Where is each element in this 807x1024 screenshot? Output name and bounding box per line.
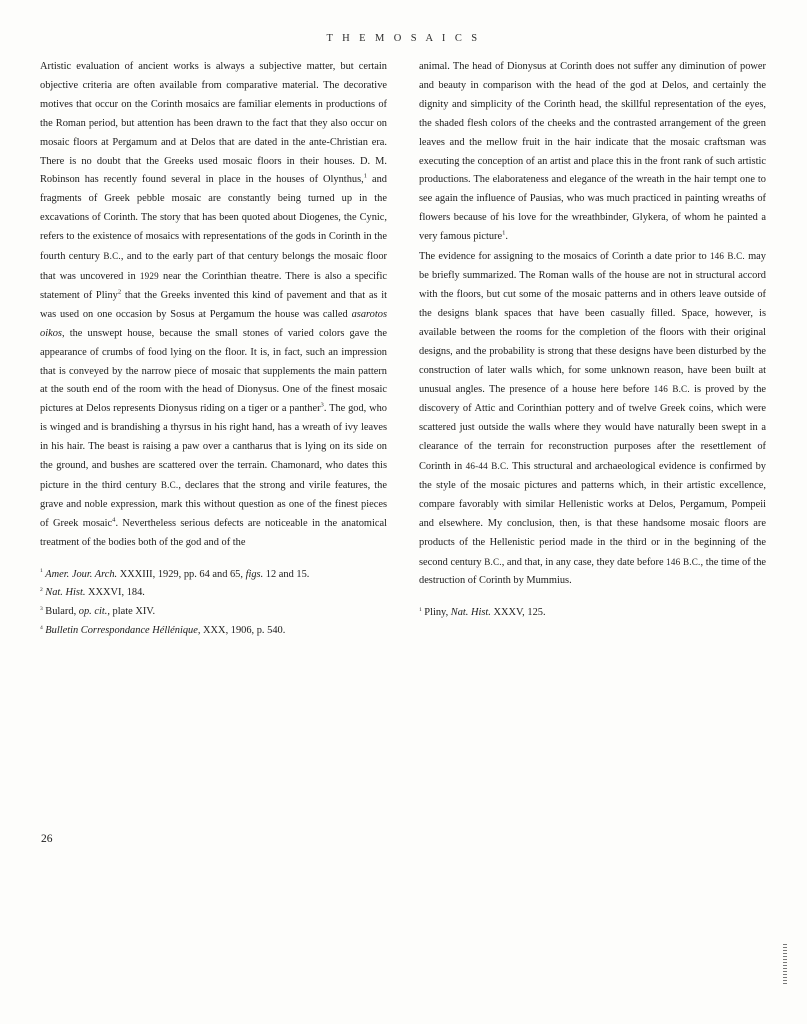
footnote-text: , XXX, 1906, p. 540.: [197, 625, 286, 637]
footnote-italic-title: Nat. Hist.: [45, 587, 86, 599]
footnote-text: Pliny,: [424, 607, 451, 619]
footnote-italic-title: Amer. Jour. Arch.: [45, 568, 118, 580]
era-abbreviation: B.C.: [672, 384, 690, 395]
date-figure: 146: [666, 556, 681, 567]
footnote-text: XXXIII, 1929, pp. 64 and 65,: [117, 568, 246, 580]
scan-edge-marker: [783, 944, 787, 986]
footnote-number: 1: [40, 568, 43, 575]
footnote-number: 3: [40, 605, 43, 612]
footnote-italic-title: figs.: [245, 568, 264, 580]
footnote: [40, 566, 387, 585]
footnote-italic-title: Bulletin Correspondance Héllénique: [45, 625, 198, 637]
page-number: 26: [41, 833, 53, 845]
running-head: T H E M O S A I C S: [326, 33, 481, 44]
era-abbreviation: B.C.: [103, 251, 121, 262]
date-figure: 146: [653, 384, 668, 395]
footnote: [40, 584, 387, 603]
italic-term: asarotos oikos: [40, 308, 387, 339]
footnote-marker: 3: [320, 401, 324, 409]
footnote-number: 2: [40, 587, 43, 593]
footnote-marker: 2: [117, 288, 122, 296]
footnote-text: 12 and 15.: [263, 568, 310, 580]
date-figure: 46-44: [465, 461, 488, 472]
footnote-marker: 1: [363, 172, 368, 180]
two-column-body: [40, 58, 767, 641]
footnote-number: 4: [40, 624, 43, 631]
right-column: [419, 58, 766, 641]
footnote-text: XXXVI, 184.: [85, 587, 145, 599]
era-abbreviation: B.C.: [484, 556, 502, 567]
right-column-footnotes: [419, 604, 766, 623]
right-column-paragraph-1: animal. The head of Dionysus at Corinth does not suffer any diminution of power and beauty in comparison with the head of the god at Delos, and certainly the dignity and simplicity of the Corinth head, the skillful representation of the eyes, the shaded flesh colors of the cheeks and the contrasted arrangement of the green leaves and the mellow fruit in the hair indicate that the mosaic craftsman was executing the conception of an artist and place this in the front rank of such artistic productions. The elaborateness and elegance of the wreath in the hair tempt one to see again the influence of Pausias, who was much practiced in painting wreaths of flowers because of his love for the wreathbinder, Glykera, of whom he painted a very famous picture$^1$.: [419, 61, 766, 243]
footnote: [419, 604, 766, 623]
era-abbreviation: B.C.: [727, 251, 745, 262]
footnote-marker: 4: [112, 516, 116, 524]
footnote-number: 1: [419, 606, 422, 613]
footnote-marker: 1: [502, 229, 506, 237]
footnote: [40, 603, 387, 622]
footnote-italic-title: Nat. Hist.: [450, 607, 491, 619]
left-column-paragraph-1: Artistic evaluation of ancient works is always a subjective matter, but certain objective criteria are often available from comparative material. The decorative motives that occur on the Corinth mosaics are familiar elements in productions of the Roman period, but attention has been drawn to the fact that they also occur on mosaic floors at Pergamum and at Delos that are dated in the ante-Christian era. There is no doubt that the Greeks used mosaic floors in their houses. D. M. Robinson has recently found several in place in the houses of Olynthus,$^1$ and fragments of Greek pebble mosaic are constantly being turned up in the excavations of Corinth. The story that has been quoted about Diogenes, the Cynic, refers to the existence of mosaics with representations of the gods in Corinth in the fourth century B.C., and to the early part of that century belongs the mosaic floor that was uncovered in 1929 near the Corinthian theatre. There is also a specific statement of Pliny$^2$ that the Greeks invented this kind of pavement and that as it was used on one occasion by Sosus at Pergamum the house was called asarotos oikos, the unswept house, because the small stones of varied colors gave the appearance of crumbs of food lying on the floor. It is, in fact, such an impression that is conveyed by the narrow piece of mosaic that supplements the main pattern at the south end of the room with the head of Dionysus. One of the finest mosaic pictures at Delos represents Dionysus riding on a tiger or a panther$^3$. The god, who is winged and is brandishing a thyrsus in his right hand, has a wreath of ivy leaves in his hair. The beast is raising a paw over a cantharus that is lying on its side on the ground, and bushes are scattered over the terrain. Chamonard, who dates this picture in the third century B.C., declares that the strong and virile features, the grave and noble expression, mark this without question as one of the finest pieces of Greek mosaic$^4$. Nevertheless serious defects are noticeable in the anatomical treatment of the bodies both of the god and of the: [40, 61, 388, 548]
era-abbreviation: B.C.: [683, 556, 701, 567]
footnote-text: Bulard,: [45, 606, 79, 618]
footnote: [40, 622, 387, 641]
era-abbreviation: B.C.: [491, 461, 509, 472]
date-figure: 146: [709, 251, 725, 262]
footnote-text: XXXV, 125.: [490, 607, 546, 619]
era-abbreviation: B.C.: [160, 479, 179, 490]
right-column-paragraph-2: The evidence for assigning to the mosaics of Corinth a date prior to 146 B.C. may be briefly summarized. The Roman walls of the house are not in structural accord with the floors, but cut some of the mosaic patterns and in others leave outside of the designs blank spaces that have been casually filled. Space, however, is available between the rooms for the completion of the floors with their original designs, and the probability is strong that these designs have been disturbed by the construction of later walls which, for some unknown reason, have been built at unusual angles. The presence of a house here before 146 B.C. is proved by the discovery of Attic and Corinthian pottery and of twelve Greek coins, which were scattered just outside the walls where they would have naturally been swept in a clearance of the terrain for reconstruction purposes after the resettlement of Corinth in 46-44 B.C. This structural and archaeological evidence is confirmed by the style of the mosaic pictures and patterns which, in their artistic excellence, compare favorably with similar Hellenistic works at Delos, Pergamum, Pompeii and elsewhere. My conclusion, then, is that these handsome mosaic floors are products of the Hellenistic period made in the third or in the beginning of the second century B.C., and that, in any case, they date before 146 B.C., the time of the destruction of Corinth by Mummius.: [419, 251, 767, 587]
left-column: [40, 58, 387, 641]
footnote-italic-title: op. cit.: [78, 606, 108, 618]
date-figure: 1929: [139, 270, 159, 281]
footnote-text: , plate XIV.: [107, 606, 156, 618]
left-column-footnotes: [40, 566, 387, 642]
